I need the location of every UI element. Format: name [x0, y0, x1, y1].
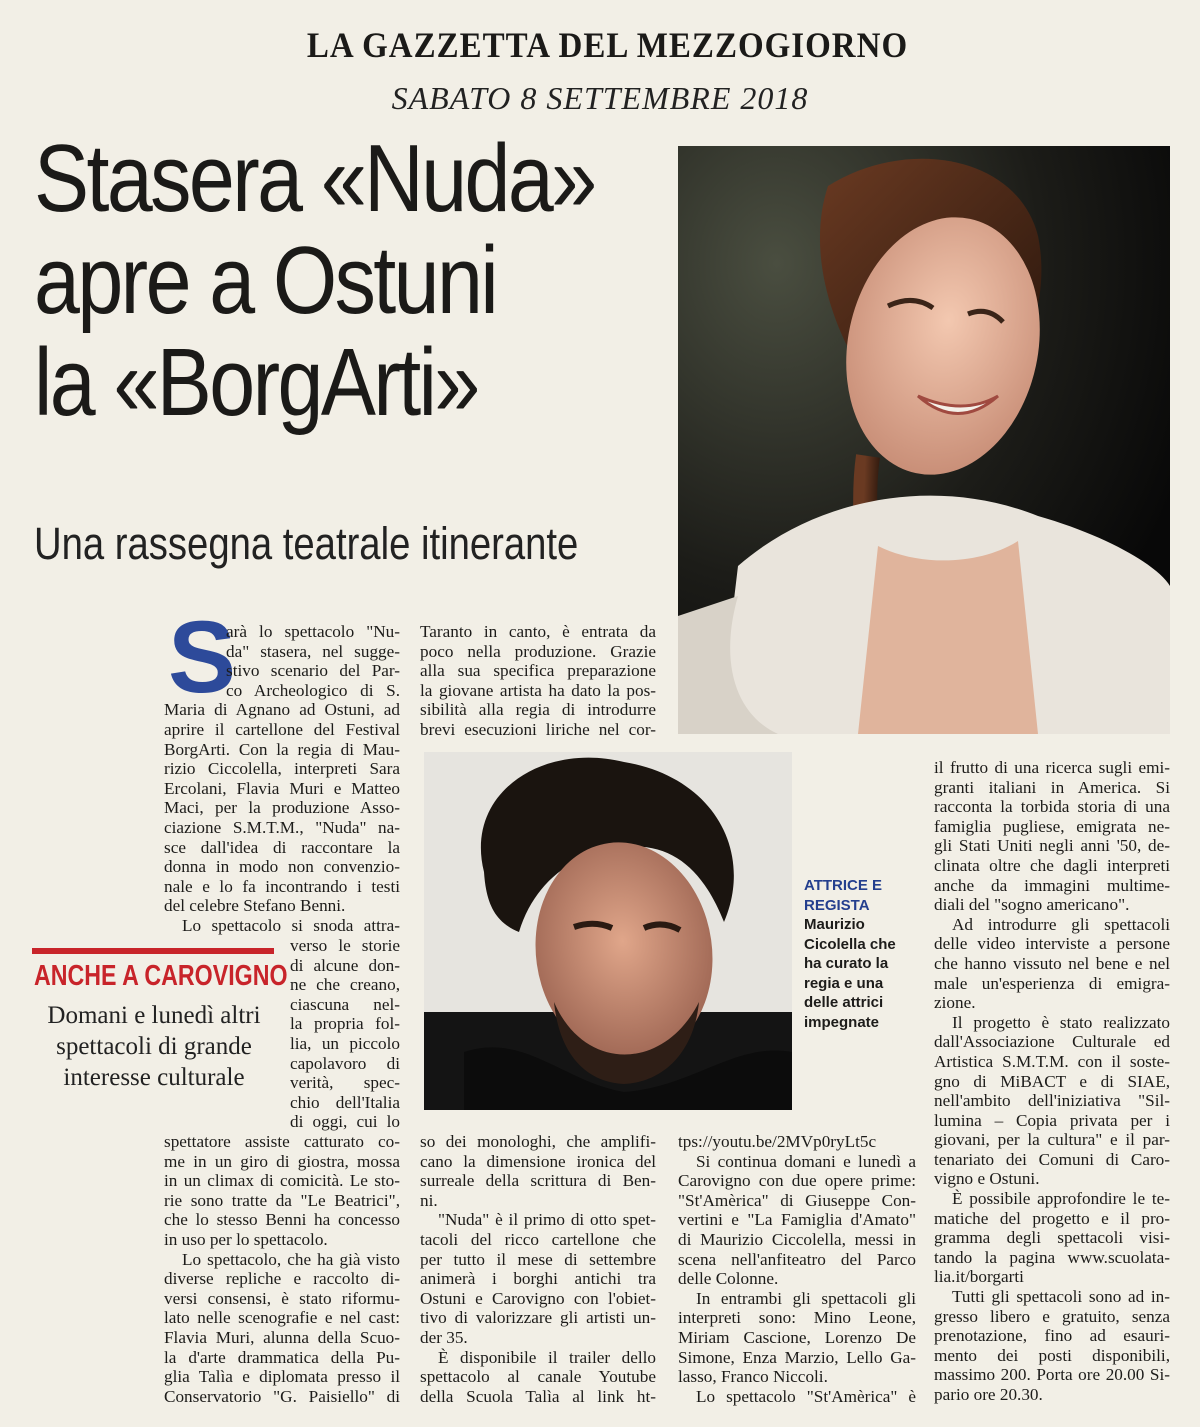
text-line: gno di MiBACT e di SIAE,	[934, 1071, 1170, 1091]
text-line: zione.	[934, 993, 976, 1013]
text-line: la giovane artista ha dato la pos-	[420, 680, 656, 700]
text-line: lia, un piccolo	[290, 1033, 400, 1053]
text-line: È possibile approfondire le te-	[952, 1189, 1170, 1209]
text-line: rie sono tratte da "Le Beatrici",	[164, 1190, 400, 1210]
headline	[34, 125, 595, 436]
text-line: Taranto in canto, è entrata da	[420, 622, 656, 641]
text-line: il frutto di una ricerca sugli emi-	[934, 758, 1170, 777]
director-photo	[424, 752, 792, 1110]
pullquote-line: interesse culturale	[63, 1064, 245, 1091]
text-line: Conservatorio "G. Paisiello" di	[164, 1386, 400, 1406]
text-line: lia.it/borgarti	[934, 1267, 1024, 1287]
text-line: matiche del progetto e il pro-	[934, 1208, 1170, 1228]
text-line: interpreti sono: Mino Leone,	[678, 1308, 916, 1328]
text-line: delle Colonne.	[678, 1269, 779, 1289]
masthead: LA GAZZETTA DEL MEZZOGIORNO	[306, 26, 909, 66]
text-line: spettatore assiste catturato co-	[164, 1132, 400, 1151]
text-line: della Scuola Talìa al link ht-	[420, 1386, 656, 1406]
text-line: granti italiani in America. Si	[934, 777, 1170, 797]
text-line: da" stasera, nel sugge-	[226, 641, 400, 661]
column-2-bottom	[420, 1132, 656, 1406]
text-line: poco nella produzione. Grazie	[420, 641, 656, 661]
text-line: famiglia pugliese, emigrata ne-	[934, 816, 1170, 836]
text-line: È disponibile il trailer dello	[438, 1347, 656, 1367]
text-line: Ercolani, Flavia Muri e Matteo	[164, 778, 400, 798]
text-line: chio dell'Italia	[290, 1092, 400, 1112]
text-line: la propria fol-	[290, 1014, 400, 1034]
text-line: Il progetto è stato realizzato	[952, 1012, 1170, 1032]
actress-photo	[678, 146, 1170, 734]
column-2-top	[420, 622, 656, 740]
text-line: Artistica S.M.T.M. con il soste-	[934, 1051, 1170, 1071]
text-line: anche da immagini multime-	[934, 875, 1170, 895]
text-line: ciazione S.M.T.M., "Nuda" na-	[164, 817, 400, 837]
text-line: so dei monologhi, che amplifi-	[420, 1132, 656, 1151]
text-line: tenariato dei Comuni di Caro-	[934, 1149, 1170, 1169]
text-line: male un'esperienza di emigra-	[934, 973, 1170, 993]
text-line: cano la dimensione ironica del	[420, 1151, 656, 1171]
pullquote-body	[34, 1000, 274, 1093]
text-line: vertini e "La Famiglia d'Amato"	[678, 1210, 916, 1230]
column-1-bottom	[164, 1132, 400, 1406]
subheadline: Una rassegna teatrale itinerante	[34, 518, 579, 569]
text-line: lasso, Franco Niccoli.	[678, 1367, 828, 1387]
text-line: arà lo spettacolo "Nu-	[226, 622, 400, 641]
text-line: diverse repliche e raccolto di-	[164, 1269, 400, 1289]
text-line: delle video interviste a persone	[934, 934, 1170, 954]
text-line: me in un giro di giostra, mossa	[164, 1151, 400, 1171]
text-line: gresso libero e gratuito, senza	[934, 1306, 1170, 1326]
caption-title: REGISTA	[804, 896, 870, 914]
text-line: vigno e Ostuni.	[934, 1169, 1040, 1189]
text-line: tps://youtu.be/2MVp0ryLt5c	[678, 1132, 877, 1151]
text-line: der 35.	[420, 1327, 468, 1347]
text-line: nale e lo fa incontrando i testi	[164, 876, 400, 896]
text-line: Lo spettacolo, che ha già visto	[182, 1249, 400, 1269]
text-line: glia Talìa e diplomata presso il	[164, 1367, 400, 1387]
text-line: Maci, per la produzione Asso-	[164, 798, 400, 818]
column-4	[934, 758, 1170, 1405]
text-line: Lo spettacolo "St'Amèrica" è	[696, 1386, 916, 1406]
text-line: BorgArti. Con la regia di Mau-	[164, 739, 400, 759]
caption-line: ha curato la	[804, 955, 889, 972]
text-line: tando la pagina www.scuolata-	[934, 1247, 1170, 1267]
text-line: "Nuda" è il primo di otto spet-	[438, 1210, 656, 1230]
text-line: stivo scenario del Par-	[226, 661, 400, 681]
text-line: Carovigno con due opere prime:	[678, 1171, 916, 1191]
text-line: di oggi, cui lo	[290, 1112, 400, 1132]
text-line: in un climax di comicità. Le sto-	[164, 1171, 400, 1191]
text-line: lumina – Copia privata per i	[934, 1110, 1170, 1130]
headline-line: apre a Ostuni	[34, 227, 497, 334]
text-line: gli Stati Uniti negli anni '50, de-	[934, 836, 1170, 856]
column-1-narrow	[290, 936, 400, 1132]
caption-line: impegnate	[804, 1013, 880, 1031]
text-line: Lo spettacolo si snoda attra-	[182, 915, 400, 935]
text-line: verso le storie	[290, 936, 400, 955]
text-line: di alcune don-	[290, 955, 400, 975]
text-line: tivo di valorizzare gli artisti un-	[420, 1308, 656, 1328]
caption-line: delle attrici	[804, 994, 884, 1011]
issue-date: SABATO 8 SETTEMBRE 2018	[391, 80, 809, 116]
text-line: per tutto il mese di settembre	[420, 1249, 656, 1269]
text-line: Miriam Cascione, Lorenzo De	[678, 1327, 916, 1347]
text-line: gramma degli spettacoli visi-	[934, 1228, 1170, 1248]
text-line: "St'Amèrica" di Giuseppe Con-	[678, 1190, 916, 1210]
caption-line: Cicolella che	[804, 935, 896, 953]
pullquote-line: spettacoli di grande	[56, 1033, 252, 1060]
column-3-bottom	[678, 1132, 916, 1406]
text-line: mento dei posti disponibili,	[934, 1345, 1170, 1365]
text-line: Ad introdurre gli spettacoli	[952, 914, 1170, 934]
text-line: ni.	[420, 1190, 438, 1210]
text-line: spettacolo al canale Youtube	[420, 1367, 656, 1387]
text-line: co Archeologico di S.	[226, 680, 400, 700]
text-line: animerà i borghi antichi tra	[420, 1269, 656, 1289]
headline-line: la «BorgArti»	[34, 329, 478, 436]
drop-cap: S	[168, 600, 237, 714]
text-line: Ostuni e Carovigno con l'obiet-	[420, 1288, 656, 1308]
caption-line: Maurizio	[804, 916, 865, 933]
text-line: Si continua domani e lunedì a	[696, 1151, 916, 1171]
text-line: ne che creano,	[290, 975, 400, 995]
text-line: Tutti gli spettacoli sono ad in-	[952, 1287, 1170, 1307]
pullquote-title: ANCHE A CAROVIGNO	[34, 960, 288, 992]
text-line: giovani, per la cultura" e il par-	[934, 1130, 1170, 1150]
text-line: che hanno vissuto nel bene e nel	[934, 953, 1170, 973]
text-line: donna in modo non convenzio-	[164, 857, 400, 877]
text-line: racconta la torbida storia di una	[934, 797, 1170, 817]
text-line: verità, spec-	[290, 1073, 400, 1093]
headline-line: Stasera «Nuda»	[34, 125, 595, 232]
photo-caption	[804, 876, 924, 1032]
text-line: sibilità alla regia di introdurre	[420, 700, 656, 720]
text-line: che lo stesso Benni ha concesso	[164, 1210, 400, 1230]
text-line: aprire il cartellone del Festival	[164, 719, 400, 739]
column-1-top	[164, 622, 400, 936]
text-line: in uso per lo spettacolo.	[164, 1229, 328, 1249]
text-line: In entrambi gli spettacoli gli	[696, 1288, 916, 1308]
text-line: alla sua specifica preparazione	[420, 661, 656, 681]
text-line: la d'arte drammatica della Pu-	[164, 1347, 400, 1367]
text-line: capolavoro di	[290, 1053, 400, 1073]
text-line: versi consensi, è stato riformu-	[164, 1288, 400, 1308]
text-line: Flavia Muri, alunna della Scuo-	[164, 1327, 400, 1347]
text-line: nell'ambito dell'iniziativa "Sil-	[934, 1091, 1170, 1111]
text-line: lato nelle scenografie e nel cast:	[164, 1308, 400, 1328]
text-line: diali del "sogno americano".	[934, 895, 1130, 915]
text-line: scena nell'anfiteatro del Parco	[678, 1249, 916, 1269]
text-line: pario ore 20.30.	[934, 1385, 1043, 1404]
text-line: del celebre Stefano Benni.	[164, 896, 346, 916]
text-line: Maria di Agnano ad Ostuni, ad	[164, 700, 400, 720]
text-line: ciascuna nel-	[290, 994, 400, 1014]
text-line: prenotazione, fino ad esauri-	[934, 1326, 1170, 1346]
text-line: Simone, Enza Marzio, Lello Ga-	[678, 1347, 916, 1367]
text-line: brevi esecuzioni liriche nel cor-	[420, 719, 656, 739]
text-line: massimo 200. Porta ore 20.00 Si-	[934, 1365, 1170, 1385]
text-line: sce dall'idea di raccontare la	[164, 837, 400, 857]
text-line: surreale della scrittura di Ben-	[420, 1171, 656, 1191]
text-line: di Maurizio Ciccolella, messi in	[678, 1229, 916, 1249]
text-line: tacoli del ricco cartellone che	[420, 1229, 656, 1249]
text-line: clinata oltre che dagli interpreti	[934, 855, 1170, 875]
caption-line: regia e una	[804, 974, 884, 992]
pullquote-line: Domani e lunedì altri	[47, 1002, 261, 1029]
text-line: dall'Associazione Culturale ed	[934, 1032, 1170, 1052]
caption-title: ATTRICE E	[804, 877, 883, 894]
text-line: rizio Ciccolella, interpreti Sara	[164, 759, 400, 779]
